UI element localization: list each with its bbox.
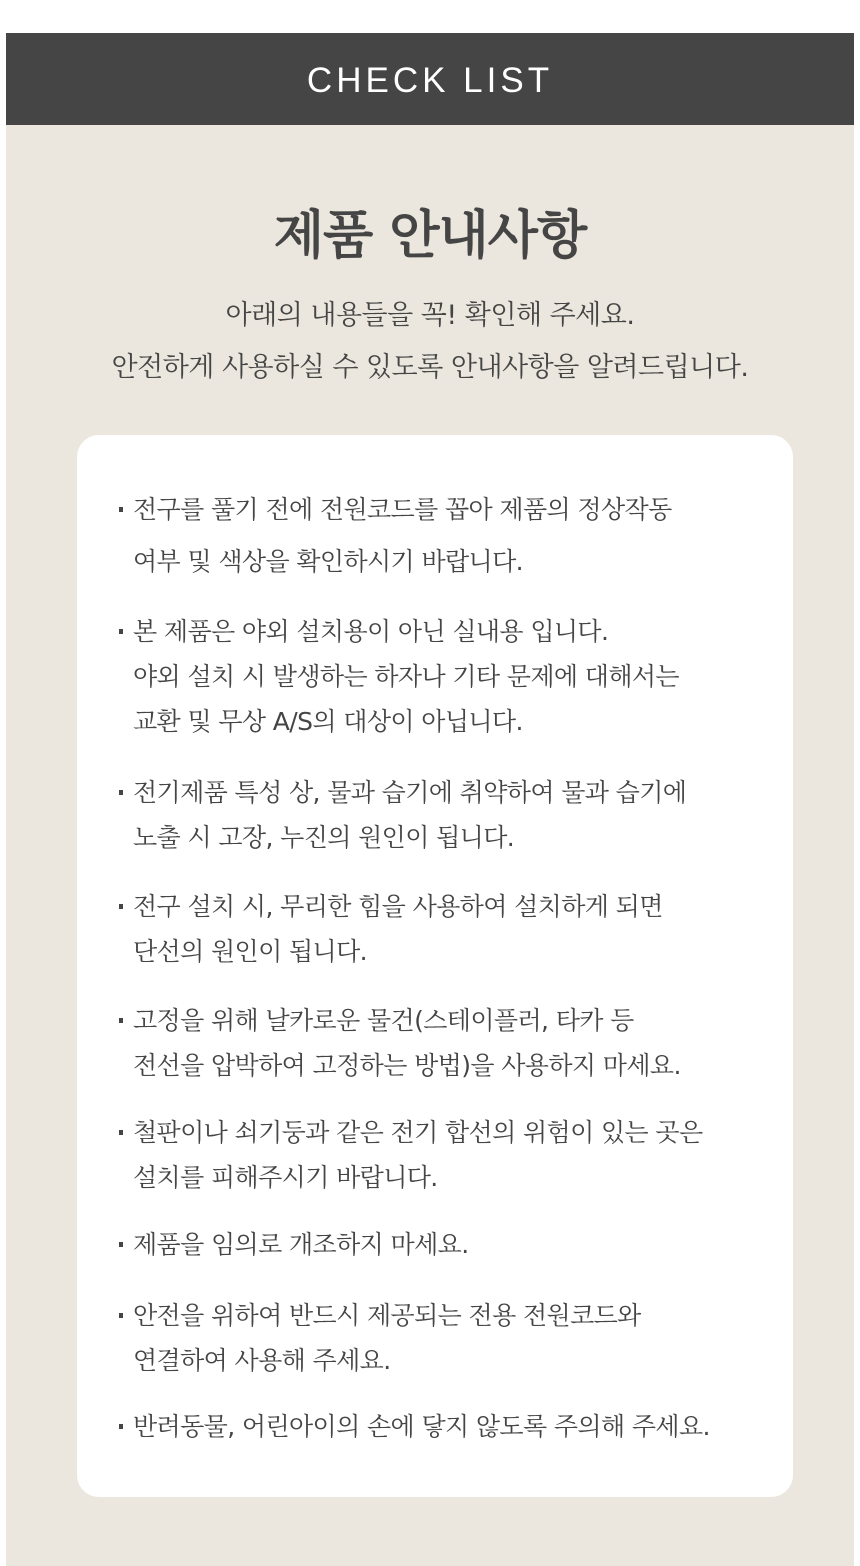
notice-text: 전기제품 특성 상, 물과 습기에 취약하여 물과 습기에 bbox=[133, 778, 687, 807]
notice-item bbox=[119, 1118, 779, 1193]
notice-text: 교환 및 무상 A/S의 대상이 아닙니다. bbox=[133, 707, 523, 736]
notice-text: 연결하여 사용해 주세요. bbox=[133, 1346, 391, 1375]
notice-item bbox=[119, 1006, 779, 1081]
notice-text: 설치를 피해주시기 바랍니다. bbox=[133, 1163, 438, 1192]
notice-item bbox=[119, 1301, 779, 1376]
notice-text: 단선의 원인이 됩니다. bbox=[133, 937, 367, 966]
notice-text: 전구를 풀기 전에 전원코드를 꼽아 제품의 정상작동 bbox=[133, 495, 672, 524]
header-bar bbox=[6, 33, 854, 125]
bullet-icon bbox=[119, 1018, 123, 1023]
notice-item bbox=[119, 495, 779, 577]
notice-text: 제품을 임의로 개조하지 마세요. bbox=[133, 1230, 469, 1259]
notice-item bbox=[119, 778, 779, 853]
bullet-icon bbox=[119, 1424, 123, 1429]
bullet-icon bbox=[119, 790, 123, 795]
notice-text: 반려동물, 어린아이의 손에 닿지 않도록 주의해 주세요. bbox=[133, 1412, 710, 1441]
notice-text: 고정을 위해 날카로운 물건(스테이플러, 타카 등 bbox=[133, 1006, 634, 1035]
bullet-icon bbox=[119, 904, 123, 909]
notice-text: 여부 및 색상을 확인하시기 바랍니다. bbox=[133, 547, 523, 576]
notice-text: 안전을 위하여 반드시 제공되는 전용 전원코드와 bbox=[133, 1301, 641, 1330]
notice-item bbox=[119, 892, 779, 967]
subtitle-line-2: 안전하게 사용하실 수 있도록 안내사항을 알려드립니다. bbox=[111, 352, 749, 383]
notice-item bbox=[119, 1230, 779, 1260]
check-list-panel bbox=[6, 33, 854, 1566]
page-title: 제품 안내사항 bbox=[273, 206, 587, 266]
header-label: CHECK LIST bbox=[306, 61, 554, 100]
bullet-icon bbox=[119, 1313, 123, 1318]
notice-text: 야외 설치 시 발생하는 하자나 기타 문제에 대해서는 bbox=[133, 662, 679, 691]
notice-item bbox=[119, 1412, 779, 1442]
notice-text: 본 제품은 야외 설치용이 아닌 실내용 입니다. bbox=[133, 617, 609, 646]
notice-text: 전선을 압박하여 고정하는 방법)을 사용하지 마세요. bbox=[133, 1051, 681, 1080]
subtitle-line-1: 아래의 내용들을 꼭! 확인해 주세요. bbox=[225, 300, 635, 331]
bullet-icon bbox=[119, 1130, 123, 1135]
bullet-icon bbox=[119, 1242, 123, 1247]
notice-text: 전구 설치 시, 무리한 힘을 사용하여 설치하게 되면 bbox=[133, 892, 663, 921]
notice-item bbox=[119, 617, 779, 737]
bullet-icon bbox=[119, 507, 123, 512]
notice-card bbox=[77, 435, 793, 1497]
notice-text: 노출 시 고장, 누진의 원인이 됩니다. bbox=[133, 823, 515, 852]
notice-text: 철판이나 쇠기둥과 같은 전기 합선의 위험이 있는 곳은 bbox=[133, 1118, 703, 1147]
bullet-icon bbox=[119, 629, 123, 634]
